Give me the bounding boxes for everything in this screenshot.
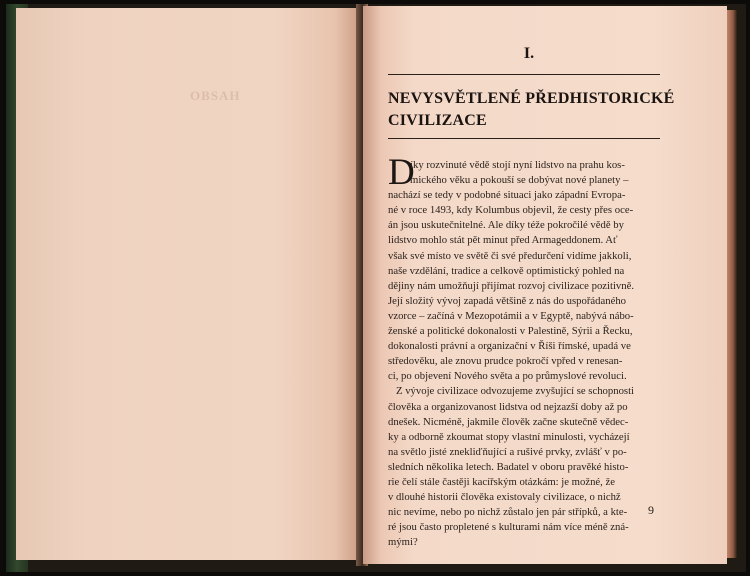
chapter-title <box>388 88 675 132</box>
bleed-through-heading: OBSAH <box>190 88 241 103</box>
chapter-rule-bottom <box>388 138 660 139</box>
text-line: án jsou uskutečnitelné. Ale díky téže pokročilé vědě by <box>388 219 624 232</box>
chapter-title-line: NEVYSVĚTLENÉ PŘEDHISTORICKÉ <box>388 90 675 107</box>
text-line: mického věku a pokouší se dobývat nové planety – <box>410 174 629 187</box>
chapter-number: I. <box>523 45 535 62</box>
text-line: naše vzdělání, tradice a celkově optimistický pohled na <box>388 264 625 277</box>
text-line: rie čelí stále častěji kacířským otázkám: je možné, že <box>388 475 616 488</box>
text-line: sledních několika letech. Badatel v oboru pravěké histo- <box>388 460 629 473</box>
paragraph-1 <box>388 152 664 384</box>
page-number: 9 <box>648 503 654 517</box>
text-line: ky a odborně zkoumat stopy vlastní minulosti, vycházejí <box>388 430 630 443</box>
text-line: v dlouhé historii člověka existovaly civilizace, o nichž <box>388 491 621 504</box>
text-line: na světlo jisté znekliďňující a rušivé prvky, zvlášť v po- <box>388 445 627 458</box>
text-line: člověka a organizovanost lidstva od nejzazší doby až po <box>388 400 628 413</box>
text-line: íky rozvinuté vědě stojí nyní lidstvo na prahu kos- <box>410 159 625 171</box>
text-line: dějiny nám umožňují přijímat rozvoj civilizace pozitivně. <box>388 279 635 292</box>
chapter-title-line: CIVILIZACE <box>388 112 487 129</box>
body-text <box>388 152 664 550</box>
text-line: vzorce – začíná v Mezopotámii a v Egyptě, nabývá nábo- <box>388 309 634 322</box>
text-line: dnešek. Nicméně, jakmile člověk začne skutečně vědec- <box>388 415 629 428</box>
text-line: Její složitý vývoj zapadá většině z nás do uspořádaného <box>388 294 627 307</box>
text-line: Z vývoje civilizace odvozujeme zvyšující se schopnosti <box>396 385 635 398</box>
text-line: ženské a politické dokonalosti v Palestině, Sýrii a Řecku, <box>388 325 633 338</box>
text-line: lidstvo mohlo stát pět minut před Armageddonem. Ať <box>388 234 618 247</box>
text-line: né v roce 1493, kdy Kolumbus objevil, že cesty přes oce- <box>388 204 634 217</box>
page-edge <box>727 10 737 558</box>
text-line: však své místo ve světě či své předurčení vidíme jakkoli, <box>388 249 632 262</box>
text-line: mými? <box>388 536 418 549</box>
text-line: středověku, ale znovu prudce pokročí vpřed v renesan- <box>388 355 623 368</box>
drop-cap: D <box>388 152 415 193</box>
text-line: ré jsou často propletené s kulturami nám více méně zná- <box>388 521 629 534</box>
chapter-rule-top <box>388 74 660 75</box>
text-line: nachází se tedy v podobné situaci jako západní Evropa- <box>388 189 626 202</box>
left-page <box>16 8 362 560</box>
text-line: ci, po objevení Nového světa a po průmyslové revoluci. <box>388 370 627 383</box>
text-line: dokonalosti právní a organizační v Říši římské, upadá ve <box>388 340 631 353</box>
text-line: nic nevíme, nebo po nichž zůstalo jen pár střípků, a kte- <box>388 506 628 519</box>
paragraph-2 <box>388 384 664 550</box>
